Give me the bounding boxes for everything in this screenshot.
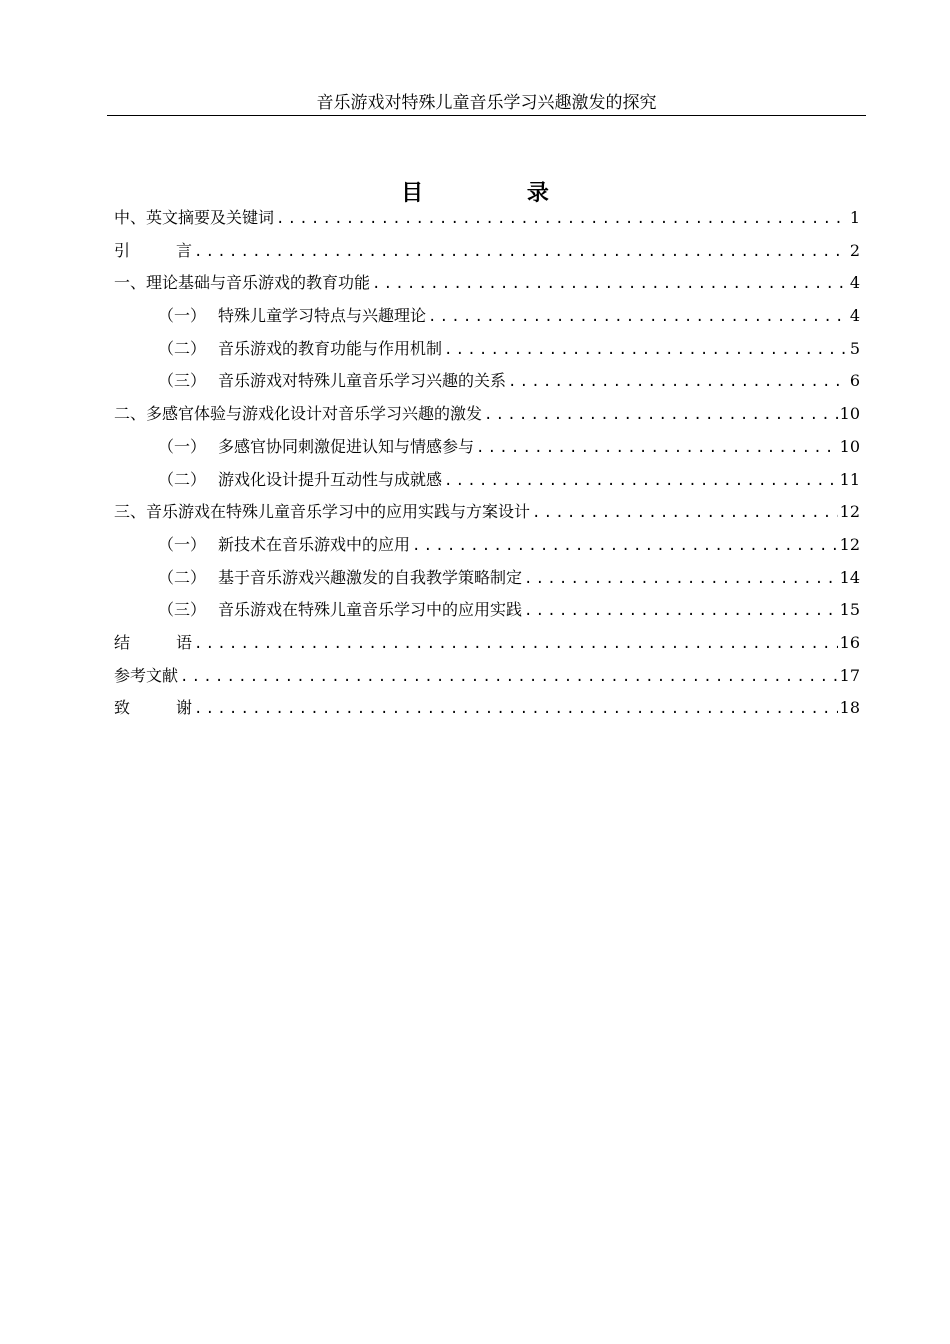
toc-leader-dots — [412, 530, 838, 563]
toc-entry-section-1-2[interactable] — [114, 333, 860, 366]
toc-page-number: 15 — [839, 600, 860, 620]
header-rule — [107, 115, 866, 116]
toc-entry-text: 新技术在音乐游戏中的应用 — [218, 534, 411, 554]
toc-entry-introduction[interactable] — [114, 235, 860, 268]
toc-entry-text-char: 语 — [175, 632, 192, 652]
toc-leader-dots — [372, 268, 848, 301]
toc-entry-text — [114, 235, 192, 268]
toc-page-number: 16 — [839, 632, 860, 652]
toc-list — [114, 202, 860, 725]
toc-entry-text: 基于音乐游戏兴趣激发的自我教学策略制定 — [218, 567, 523, 587]
toc-entry-chapter-1[interactable] — [114, 267, 860, 300]
toc-leader-dots — [194, 236, 848, 269]
toc-entry-acknowledgements[interactable] — [114, 692, 860, 725]
toc-page-number: 1 — [849, 208, 860, 227]
toc-leader-dots — [428, 301, 848, 334]
running-header: 音乐游戏对特殊儿童音乐学习兴趣激发的探究 — [316, 93, 657, 113]
toc-page-number: 12 — [839, 534, 860, 554]
toc-section-number: （二） — [158, 469, 207, 489]
toc-entry-text-char: 致 — [114, 698, 131, 718]
toc-section-number: （三） — [158, 371, 207, 391]
toc-entry-text-char: 谢 — [175, 698, 192, 718]
toc-entry-section-3-1[interactable] — [114, 529, 860, 562]
toc-section-number: （一） — [158, 306, 207, 326]
toc-entry-section-1-1[interactable] — [114, 300, 860, 333]
toc-leader-dots — [444, 465, 838, 498]
toc-page-number: 6 — [849, 371, 860, 391]
toc-entry-text: 多感官协同刺激促进认知与情感参与 — [218, 436, 475, 456]
toc-entry-text: 音乐游戏的教育功能与作用机制 — [218, 338, 443, 358]
toc-leader-dots — [484, 399, 838, 432]
toc-section-number: （一） — [158, 534, 207, 554]
toc-section-number: （一） — [158, 436, 207, 456]
toc-page-number: 18 — [839, 698, 860, 718]
toc-entry-section-2-2[interactable] — [114, 464, 860, 497]
toc-page-number: 2 — [849, 240, 860, 260]
toc-entry-text-char: 言 — [175, 240, 192, 260]
toc-section-number: （二） — [158, 338, 207, 358]
toc-entry-text: 参考文献 — [114, 665, 179, 685]
toc-section-number: （三） — [158, 600, 207, 620]
toc-title: 目 录 — [401, 180, 597, 206]
toc-leader-dots — [194, 693, 838, 726]
toc-entry-text-char: 结 — [114, 632, 131, 652]
toc-entry-section-3-3[interactable] — [114, 594, 860, 627]
toc-page-number: 11 — [839, 469, 860, 489]
toc-entry-text: 中、英文摘要及关键词 — [114, 208, 275, 227]
toc-entry-section-1-3[interactable] — [114, 365, 860, 398]
toc-page-number: 12 — [839, 502, 860, 522]
toc-page-number: 17 — [839, 665, 860, 685]
toc-page-number: 10 — [839, 404, 860, 424]
toc-entry-abstract[interactable] — [114, 202, 860, 235]
toc-entry-section-2-1[interactable] — [114, 431, 860, 464]
toc-page-number: 4 — [849, 273, 860, 293]
toc-leader-dots — [180, 661, 838, 694]
toc-entry-references[interactable] — [114, 660, 860, 693]
toc-entry-text-char: 引 — [114, 240, 131, 260]
toc-entry-text: 游戏化设计提升互动性与成就感 — [218, 469, 443, 489]
toc-leader-dots — [476, 432, 838, 465]
toc-leader-dots — [524, 563, 838, 596]
toc-page-number: 5 — [849, 338, 860, 358]
toc-entry-text: 特殊儿童学习特点与兴趣理论 — [218, 306, 427, 326]
toc-entry-text — [114, 627, 192, 660]
toc-leader-dots — [276, 203, 848, 236]
toc-leader-dots — [508, 366, 848, 399]
toc-page-number: 4 — [849, 306, 860, 326]
toc-leader-dots — [524, 595, 838, 628]
toc-entry-section-3-2[interactable] — [114, 562, 860, 595]
toc-entry-text: 一、理论基础与音乐游戏的教育功能 — [114, 273, 371, 293]
toc-entry-text: 二、多感官体验与游戏化设计对音乐学习兴趣的激发 — [114, 404, 483, 424]
toc-page-number: 14 — [839, 567, 860, 587]
toc-entry-text: 音乐游戏对特殊儿童音乐学习兴趣的关系 — [218, 371, 507, 391]
toc-entry-conclusion[interactable] — [114, 627, 860, 660]
toc-entry-text: 音乐游戏在特殊儿童音乐学习中的应用实践 — [218, 600, 523, 620]
toc-leader-dots — [194, 628, 838, 661]
toc-entry-chapter-3[interactable] — [114, 496, 860, 529]
toc-section-number: （二） — [158, 567, 207, 587]
toc-leader-dots — [532, 497, 838, 530]
toc-page-number: 10 — [839, 436, 860, 456]
toc-entry-text — [114, 692, 192, 725]
toc-entry-text: 三、音乐游戏在特殊儿童音乐学习中的应用实践与方案设计 — [114, 502, 531, 522]
toc-leader-dots — [444, 334, 848, 367]
toc-entry-chapter-2[interactable] — [114, 398, 860, 431]
